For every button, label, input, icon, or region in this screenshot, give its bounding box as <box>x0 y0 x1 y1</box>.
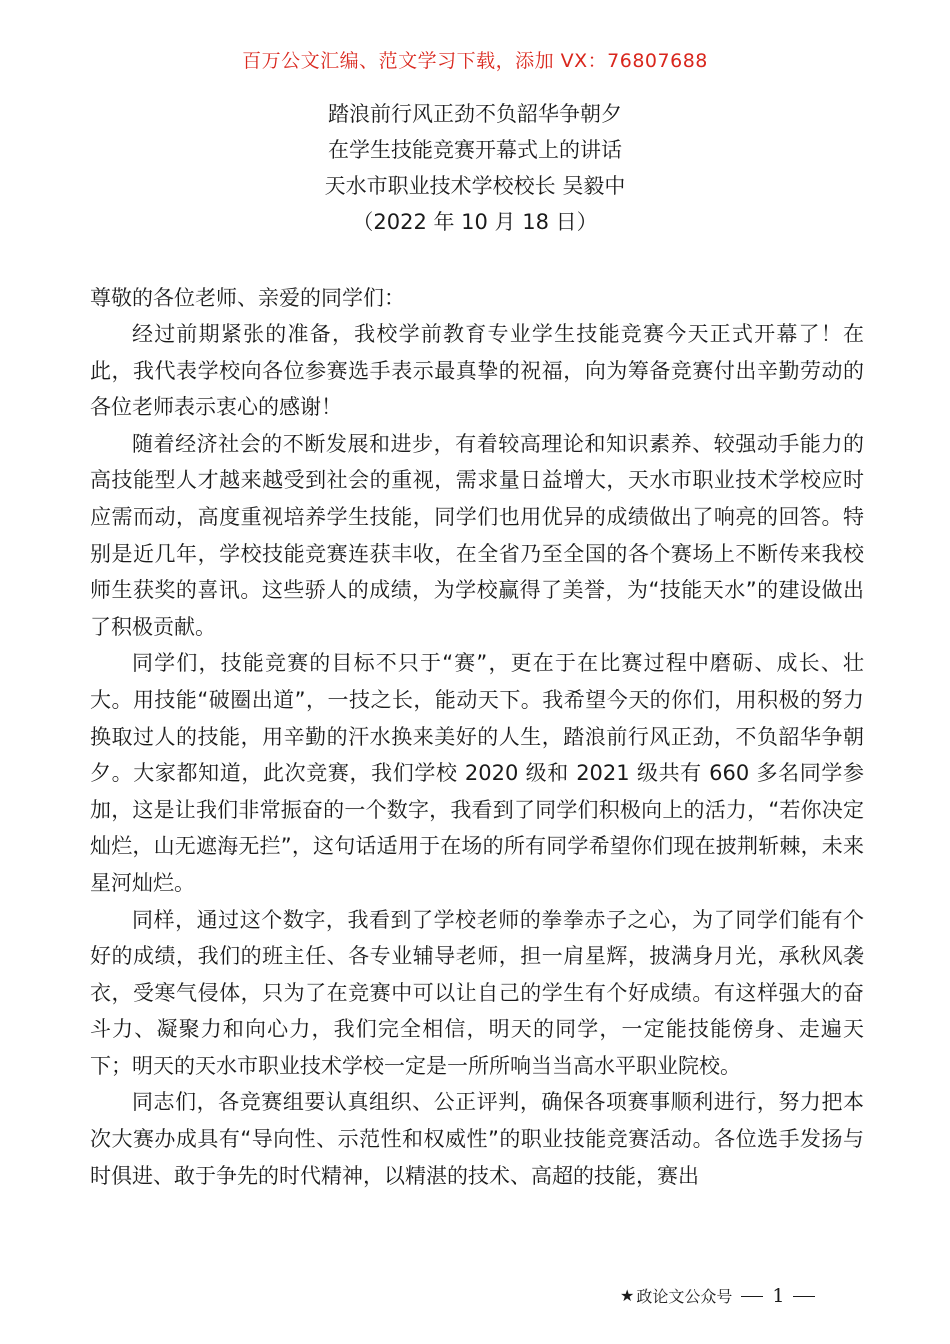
watermark-header: 百万公文汇编、范文学习下载，添加 VX：76807688 <box>242 50 708 72</box>
page-footer <box>620 1284 824 1307</box>
footer-dash-right <box>793 1296 815 1297</box>
title-block <box>0 96 950 240</box>
speech-date: （2022 年 10 月 18 日） <box>352 210 598 234</box>
speaker-line: 天水市职业技术学校校长 吴毅中 <box>324 174 626 198</box>
star-icon: ★ <box>620 1286 635 1305</box>
footer-dash-left <box>741 1296 763 1297</box>
paragraph: 同样，通过这个数字，我看到了学校老师的拳拳赤子之心，为了同学们能有个好的成绩，我们的班主任、各专业辅导老师，担一肩星辉，披满身月光，承秋风袭衣，受寒气侵体，只为了在竞赛中可以让自己的学生有个好成绩。有这样强大的奋斗力、凝聚力和向心力，我们完全相信，明天的同学，一定能技能傍身、走遍天下；明天的天水市职业技术学校一定是一所所响当当高水平职业院校。 <box>90 907 864 1078</box>
paragraph: 经过前期紧张的准备，我校学前教育专业学生技能竞赛今天正式开幕了！在此，我代表学校向各位参赛选手表示最真挚的祝福，向为筹备竞赛付出辛勤劳动的各位老师表示衷心的感谢！ <box>90 322 864 420</box>
paragraph: 同学们，技能竞赛的目标不只于“赛”，更在于在比赛过程中磨砺、成长、壮大。用技能“破圈出道”，一技之长，能动天下。我希望今天的你们，用积极的努力换取过人的技能，用辛勤的汗水换来美好的人生，踏浪前行风正劲，不负韶华争朝夕。大家都知道，此次竞赛，我们学校 2020 级和 2021 级共有 660 多名同学参加，这是让我们非常振奋的一个数字，我看到了同学们积极向上的活力，“若你决定灿烂，山无遮海无拦”，这句话适用于在场的所有同学希望你们现在披荆斩棘，未来星河灿烂。 <box>90 651 864 895</box>
page-number: 1 <box>772 1284 785 1307</box>
speech-body <box>90 316 864 1194</box>
footer-source: 政论文公众号 <box>636 1287 733 1306</box>
speech-title: 踏浪前行风正劲不负韶华争朝夕 <box>328 102 622 126</box>
salutation: 尊敬的各位老师、亲爱的同学们： <box>90 286 405 310</box>
paragraph: 同志们，各竞赛组要认真组织、公正评判，确保各项赛事顺利进行，努力把本次大赛办成具有“导向性、示范性和权威性”的职业技能竞赛活动。各位选手发扬与时俱进、敢于争先的时代精神，以精湛的技术、高超的技能，赛出 <box>90 1090 864 1188</box>
speech-subtitle: 在学生技能竞赛开幕式上的讲话 <box>328 138 622 162</box>
paragraph: 随着经济社会的不断发展和进步，有着较高理论和知识素养、较强动手能力的高技能型人才越来越受到社会的重视，需求量日益增大，天水市职业技术学校应时应需而动，高度重视培养学生技能，同学们也用优异的成绩做出了响亮的回答。特别是近几年，学校技能竞赛连获丰收，在全省乃至全国的各个赛场上不断传来我校师生获奖的喜讯。这些骄人的成绩，为学校赢得了美誉，为“技能天水”的建设做出了积极贡献。 <box>90 431 864 639</box>
